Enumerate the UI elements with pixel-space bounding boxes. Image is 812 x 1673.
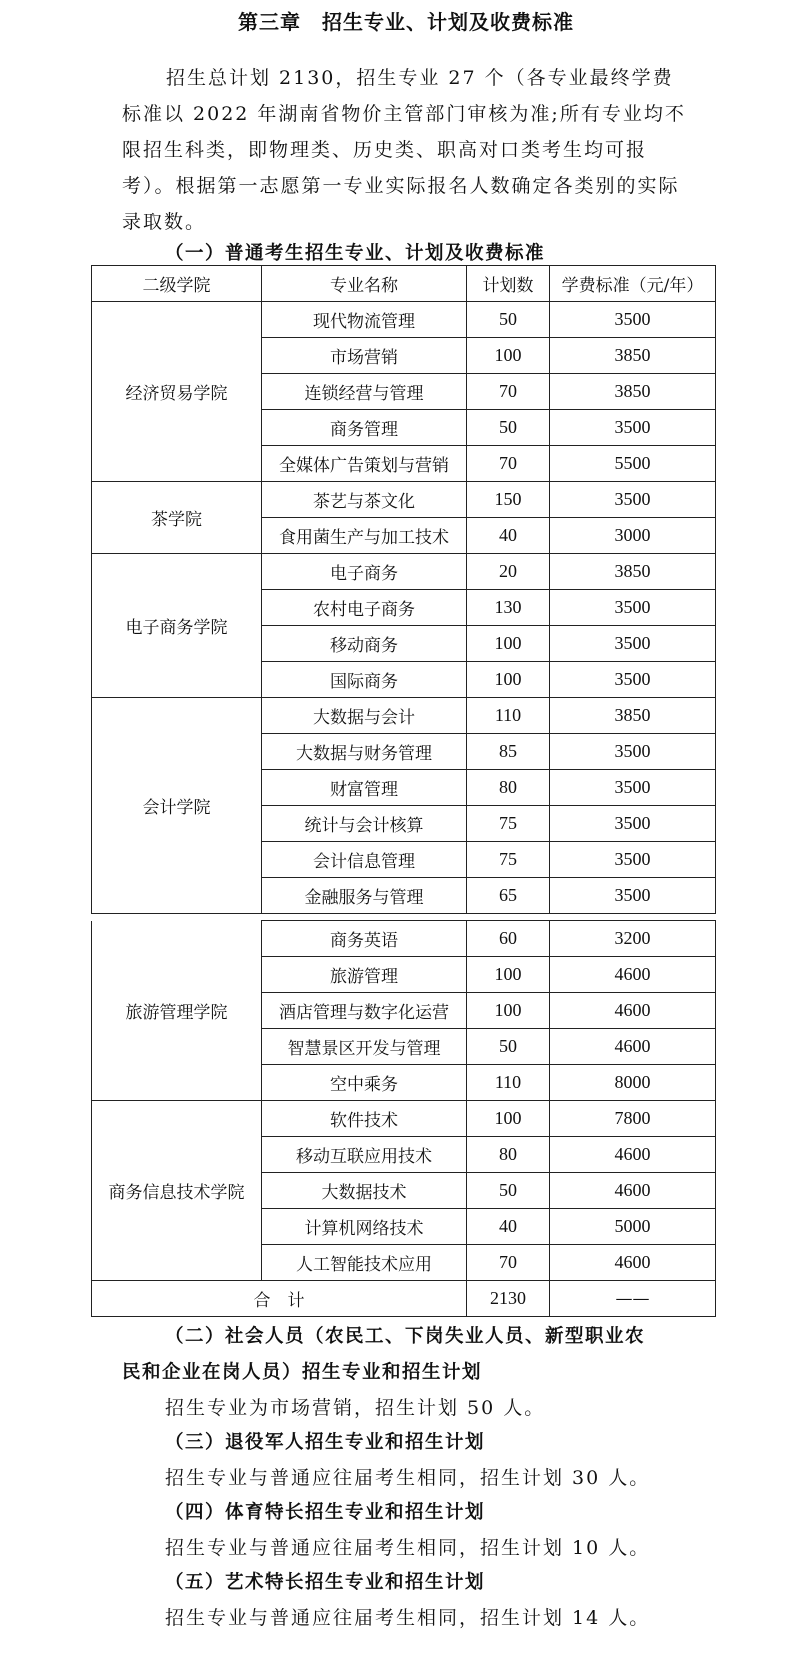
fee-table-part2 xyxy=(91,920,716,1317)
plan-cell: 110 xyxy=(467,698,550,734)
fee-cell: 3850 xyxy=(550,338,716,374)
major-cell: 电子商务 xyxy=(262,554,467,590)
major-cell: 旅游管理 xyxy=(262,957,467,993)
major-cell: 人工智能技术应用 xyxy=(262,1245,467,1281)
table-row xyxy=(92,1101,716,1137)
major-cell: 国际商务 xyxy=(262,662,467,698)
major-cell: 全媒体广告策划与营销 xyxy=(262,446,467,482)
fee-cell: 8000 xyxy=(550,1065,716,1101)
plan-cell: 100 xyxy=(467,662,550,698)
section5-heading: （五）艺术特长招生专业和招生计划 xyxy=(165,1572,486,1593)
total-fee: —— xyxy=(550,1281,716,1317)
plan-cell: 100 xyxy=(467,993,550,1029)
major-cell: 空中乘务 xyxy=(262,1065,467,1101)
plan-cell: 65 xyxy=(467,878,550,914)
major-cell: 财富管理 xyxy=(262,770,467,806)
fee-cell: 4600 xyxy=(550,957,716,993)
fee-cell: 3500 xyxy=(550,842,716,878)
fee-cell: 4600 xyxy=(550,1173,716,1209)
fee-cell: 3500 xyxy=(550,302,716,338)
table-row xyxy=(92,482,716,518)
fee-cell: 3500 xyxy=(550,878,716,914)
column-header: 二级学院 xyxy=(92,266,262,302)
plan-cell: 40 xyxy=(467,1209,550,1245)
plan-cell: 70 xyxy=(467,374,550,410)
plan-cell: 100 xyxy=(467,957,550,993)
plan-cell: 50 xyxy=(467,302,550,338)
fee-cell: 3850 xyxy=(550,698,716,734)
plan-cell: 80 xyxy=(467,1137,550,1173)
table-row xyxy=(92,554,716,590)
table-header-row xyxy=(92,266,716,302)
fee-cell: 4600 xyxy=(550,1137,716,1173)
major-cell: 茶艺与茶文化 xyxy=(262,482,467,518)
fee-cell: 3500 xyxy=(550,590,716,626)
college-cell: 商务信息技术学院 xyxy=(92,1101,262,1281)
fee-cell: 3500 xyxy=(550,662,716,698)
section4-heading: （四）体育特长招生专业和招生计划 xyxy=(165,1502,486,1523)
plan-cell: 100 xyxy=(467,626,550,662)
major-cell: 会计信息管理 xyxy=(262,842,467,878)
plan-cell: 60 xyxy=(467,921,550,957)
college-cell: 经济贸易学院 xyxy=(92,302,262,482)
major-cell: 移动商务 xyxy=(262,626,467,662)
major-cell: 市场营销 xyxy=(262,338,467,374)
major-cell: 现代物流管理 xyxy=(262,302,467,338)
fee-cell: 3850 xyxy=(550,554,716,590)
fee-cell: 3500 xyxy=(550,482,716,518)
fee-cell: 3500 xyxy=(550,806,716,842)
chapter-title: 第三章 招生专业、计划及收费标准 xyxy=(238,10,574,34)
major-cell: 大数据技术 xyxy=(262,1173,467,1209)
plan-cell: 85 xyxy=(467,734,550,770)
total-label: 合 计 xyxy=(92,1281,467,1317)
section2-heading-line2: 民和企业在岗人员）招生专业和招生计划 xyxy=(122,1362,483,1383)
major-cell: 农村电子商务 xyxy=(262,590,467,626)
section3-text: 招生专业与普通应往届考生相同，招生计划 30 人。 xyxy=(165,1467,651,1489)
section2-text: 招生专业为市场营销，招生计划 50 人。 xyxy=(165,1397,546,1419)
plan-cell: 50 xyxy=(467,1029,550,1065)
fee-table-part1 xyxy=(91,265,716,914)
major-cell: 统计与会计核算 xyxy=(262,806,467,842)
table-row xyxy=(92,698,716,734)
plan-cell: 40 xyxy=(467,518,550,554)
plan-cell: 70 xyxy=(467,446,550,482)
plan-cell: 130 xyxy=(467,590,550,626)
plan-cell: 100 xyxy=(467,338,550,374)
section4-text: 招生专业与普通应往届考生相同，招生计划 10 人。 xyxy=(165,1537,651,1559)
plan-cell: 80 xyxy=(467,770,550,806)
fee-cell: 3500 xyxy=(550,410,716,446)
major-cell: 连锁经营与管理 xyxy=(262,374,467,410)
column-header: 计划数 xyxy=(467,266,550,302)
plan-cell: 150 xyxy=(467,482,550,518)
major-cell: 商务英语 xyxy=(262,921,467,957)
fee-cell: 5000 xyxy=(550,1209,716,1245)
fee-cell: 3000 xyxy=(550,518,716,554)
major-cell: 大数据与会计 xyxy=(262,698,467,734)
major-cell: 酒店管理与数字化运营 xyxy=(262,993,467,1029)
major-cell: 商务管理 xyxy=(262,410,467,446)
fee-cell: 5500 xyxy=(550,446,716,482)
column-header: 专业名称 xyxy=(262,266,467,302)
plan-cell: 50 xyxy=(467,1173,550,1209)
plan-cell: 20 xyxy=(467,554,550,590)
total-row xyxy=(92,1281,716,1317)
fee-cell: 4600 xyxy=(550,1245,716,1281)
college-cell: 旅游管理学院 xyxy=(92,921,262,1101)
fee-cell: 3500 xyxy=(550,734,716,770)
major-cell: 金融服务与管理 xyxy=(262,878,467,914)
fee-cell: 3500 xyxy=(550,770,716,806)
section5-text: 招生专业与普通应往届考生相同，招生计划 14 人。 xyxy=(165,1607,651,1629)
major-cell: 大数据与财务管理 xyxy=(262,734,467,770)
section3-heading: （三）退役军人招生专业和招生计划 xyxy=(165,1432,486,1453)
college-cell: 会计学院 xyxy=(92,698,262,914)
plan-cell: 75 xyxy=(467,806,550,842)
column-header: 学费标准（元/年） xyxy=(550,266,716,302)
table-row xyxy=(92,302,716,338)
major-cell: 食用菌生产与加工技术 xyxy=(262,518,467,554)
fee-cell: 3200 xyxy=(550,921,716,957)
fee-cell: 3500 xyxy=(550,626,716,662)
plan-cell: 70 xyxy=(467,1245,550,1281)
plan-cell: 100 xyxy=(467,1101,550,1137)
major-cell: 智慧景区开发与管理 xyxy=(262,1029,467,1065)
total-plan: 2130 xyxy=(467,1281,550,1317)
plan-cell: 110 xyxy=(467,1065,550,1101)
table-row xyxy=(92,921,716,957)
section1-heading: （一）普通考生招生专业、计划及收费标准 xyxy=(165,243,546,264)
plan-cell: 50 xyxy=(467,410,550,446)
major-cell: 软件技术 xyxy=(262,1101,467,1137)
fee-cell: 3850 xyxy=(550,374,716,410)
plan-cell: 75 xyxy=(467,842,550,878)
intro-paragraph: 招生总计划 2130，招生专业 27 个（各专业最终学费标准以 2022 年湖南省物价主管部门审核为准;所有专业均不限招生科类，即物理类、历史类、职高对口类考生均可报考）。根据第一志愿第一专业实际报名人数确定各类别的实际录取数。 xyxy=(122,67,686,233)
college-cell: 茶学院 xyxy=(92,482,262,554)
major-cell: 移动互联应用技术 xyxy=(262,1137,467,1173)
major-cell: 计算机网络技术 xyxy=(262,1209,467,1245)
fee-cell: 7800 xyxy=(550,1101,716,1137)
college-cell: 电子商务学院 xyxy=(92,554,262,698)
fee-cell: 4600 xyxy=(550,993,716,1029)
fee-cell: 4600 xyxy=(550,1029,716,1065)
section2-heading-line1: （二）社会人员（农民工、下岗失业人员、新型职业农 xyxy=(165,1326,646,1347)
